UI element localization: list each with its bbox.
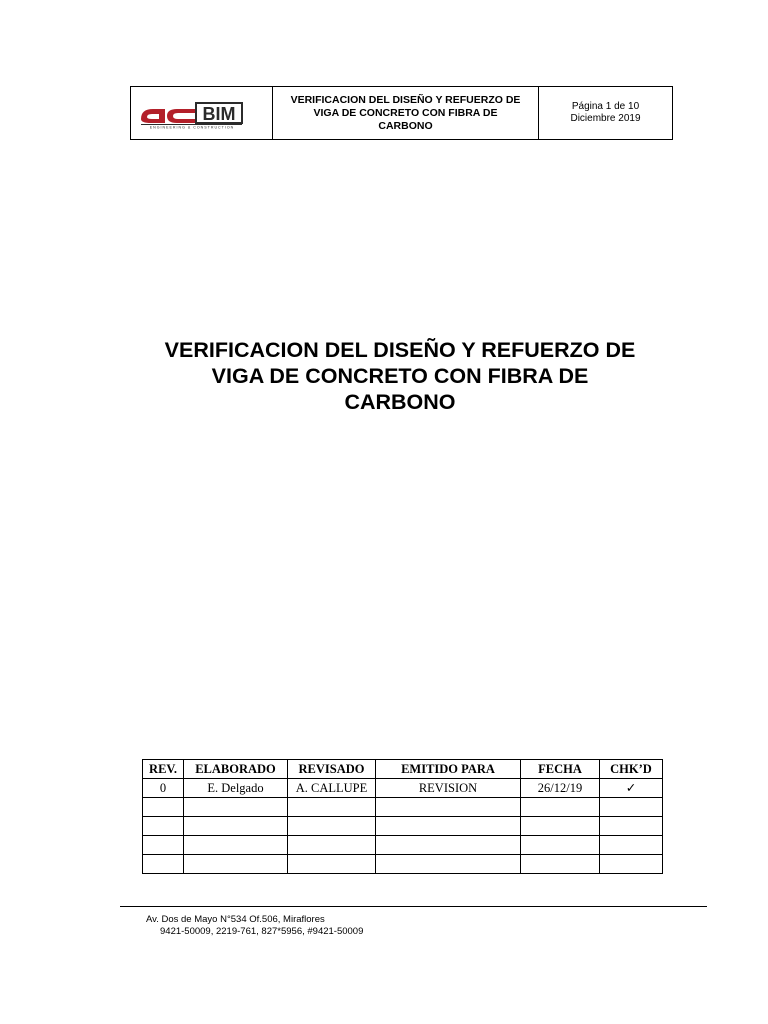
table-row	[143, 779, 663, 798]
cell-rev	[143, 836, 184, 855]
svg-text:ENGINEERING & CONSTRUCTION: ENGINEERING & CONSTRUCTION	[149, 125, 234, 129]
cell-fecha	[521, 798, 600, 817]
cell-revisado	[288, 817, 376, 836]
cell-fecha	[521, 855, 600, 874]
footer-address: Av. Dos de Mayo N°534 Of.506, Miraflores	[146, 914, 325, 925]
document-date: Diciembre 2019	[570, 113, 641, 124]
table-row	[143, 836, 663, 855]
revision-table-header	[143, 760, 663, 779]
cell-emitido-para	[376, 817, 521, 836]
main-title: VERIFICACION DEL DISEÑO Y REFUERZO DE VIGA DE CONCRETO CON FIBRA DE CARBONO	[164, 338, 636, 414]
cell-elaborado	[184, 817, 288, 836]
cell-emitido-para	[376, 836, 521, 855]
cell-checkmark	[600, 836, 663, 855]
header-title-line-3: CARBONO	[378, 119, 433, 132]
header-title-line-1: VERIFICACION DEL DISEÑO Y REFUERZO DE	[290, 93, 521, 106]
cell-revisado	[288, 836, 376, 855]
header-chkd: CHK’D	[600, 760, 663, 779]
cell-elaborado: E. Delgado	[184, 779, 288, 798]
footer	[146, 914, 363, 938]
cell-fecha	[521, 817, 600, 836]
header-emitido-para: EMITIDO PARA	[376, 760, 521, 779]
footer-divider	[120, 906, 707, 907]
logo-cell	[131, 87, 273, 140]
cell-checkmark	[600, 855, 663, 874]
table-row	[143, 817, 663, 836]
cell-revisado	[288, 798, 376, 817]
page-info	[539, 87, 673, 140]
cell-revisado: A. CALLUPE	[288, 779, 376, 798]
cell-checkmark: ✓	[600, 779, 663, 798]
revision-table	[142, 759, 663, 874]
cell-rev: 0	[143, 779, 184, 798]
cell-checkmark	[600, 798, 663, 817]
header-title	[273, 87, 539, 140]
logo-bim-text: BIM	[202, 104, 235, 124]
cell-fecha	[521, 836, 600, 855]
cell-elaborado	[184, 855, 288, 874]
header-fecha: FECHA	[521, 760, 600, 779]
header-revisado: REVISADO	[288, 760, 376, 779]
cell-rev	[143, 817, 184, 836]
table-row	[143, 798, 663, 817]
cell-fecha: 26/12/19	[521, 779, 600, 798]
cell-emitido-para	[376, 855, 521, 874]
cell-rev	[143, 855, 184, 874]
table-row	[143, 855, 663, 874]
cell-elaborado	[184, 798, 288, 817]
cell-emitido-para	[376, 798, 521, 817]
cell-elaborado	[184, 836, 288, 855]
cell-emitido-para: REVISION	[376, 779, 521, 798]
header-rev: REV.	[143, 760, 184, 779]
cell-rev	[143, 798, 184, 817]
cell-checkmark	[600, 817, 663, 836]
company-logo	[137, 97, 267, 129]
header-elaborado: ELABORADO	[184, 760, 288, 779]
header-title-line-2: VIGA DE CONCRETO CON FIBRA DE	[313, 106, 498, 119]
document-header	[130, 86, 673, 140]
page-number: Página 1 de 10	[571, 101, 640, 112]
footer-phones: 9421-50009, 2219-761, 827*5956, #9421-50009	[160, 926, 364, 937]
cell-revisado	[288, 855, 376, 874]
